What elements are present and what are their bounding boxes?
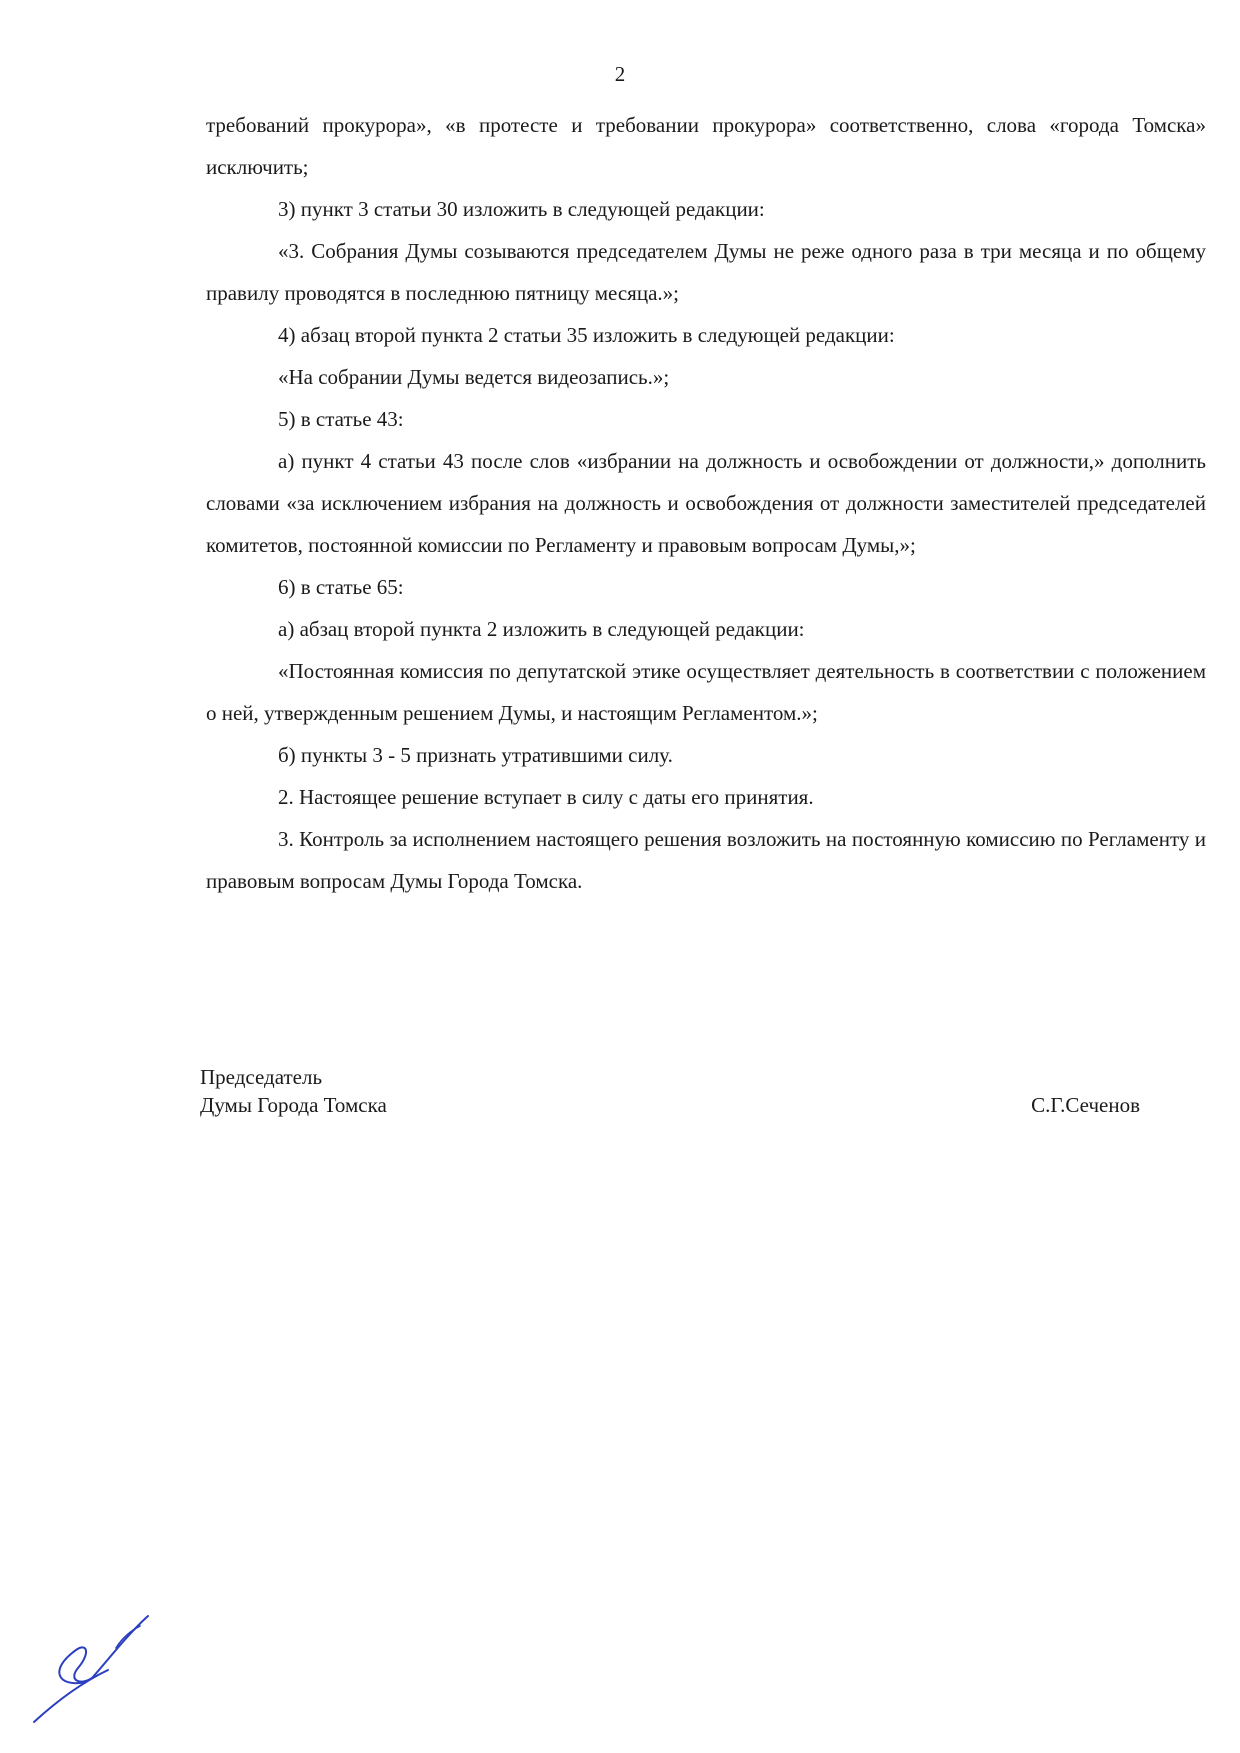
paragraph-clause-3: 3. Контроль за исполнением настоящего решения возложить на постоянную комиссию по Регламенту и правовым вопросам Думы Города Томска. — [206, 827, 1206, 893]
signature-block — [200, 1063, 1140, 1119]
signatory-title-line-1: Председатель — [200, 1065, 323, 1089]
handwritten-initials-mark — [28, 1610, 158, 1730]
signatory-title — [200, 1063, 387, 1119]
paragraph-quote-ethics: «Постоянная комиссия по депутатской этике осуществляет деятельность в соответствии с положением о ней, утвержденным решением Думы, и настоящим Регламентом.»; — [206, 659, 1206, 725]
paragraph-item-6a: а) абзац второй пункта 2 изложить в следующей редакции: — [278, 617, 805, 641]
initials-stroke-1 — [34, 1670, 108, 1722]
paragraph-continuation: требований прокурора», «в протесте и требовании прокурора» соответственно, слова «города Томска» исключить; — [206, 113, 1206, 179]
paragraph-item-6b: б) пункты 3 - 5 признать утратившими силу. — [278, 743, 673, 767]
initials-stroke-3 — [92, 1616, 148, 1678]
signatory-title-line-2: Думы Города Томска — [200, 1093, 387, 1117]
paragraph-item-5a: а) пункт 4 статьи 43 после слов «избрании на должность и освобождении от должности,» дополнить словами «за исключением избрания на должность и освобождения от должности заместителей председателей комитетов, постоянной комиссии по Регламенту и правовым вопросам Думы,»; — [206, 449, 1206, 557]
paragraph-quote-video: «На собрании Думы ведется видеозапись.»; — [278, 365, 670, 389]
paragraph-item-6: 6) в статье 65: — [278, 575, 404, 599]
paragraph-clause-2: 2. Настоящее решение вступает в силу с даты его принятия. — [278, 785, 814, 809]
paragraph-item-5: 5) в статье 43: — [278, 407, 404, 431]
paragraph-item-4: 4) абзац второй пункта 2 статьи 35 изложить в следующей редакции: — [278, 323, 895, 347]
initials-stroke-2 — [59, 1647, 92, 1683]
page-number: 2 — [614, 62, 626, 86]
signatory-name: С.Г.Сеченов — [1031, 1093, 1140, 1117]
paragraph-quote-assembly: «3. Собрания Думы созываются председателем Думы не реже одного раза в три месяца и по общему правилу проводятся в последнюю пятницу месяца.»; — [206, 239, 1206, 305]
document-body — [206, 104, 1206, 902]
paragraph-item-3: 3) пункт 3 статьи 30 изложить в следующей редакции: — [278, 197, 765, 221]
